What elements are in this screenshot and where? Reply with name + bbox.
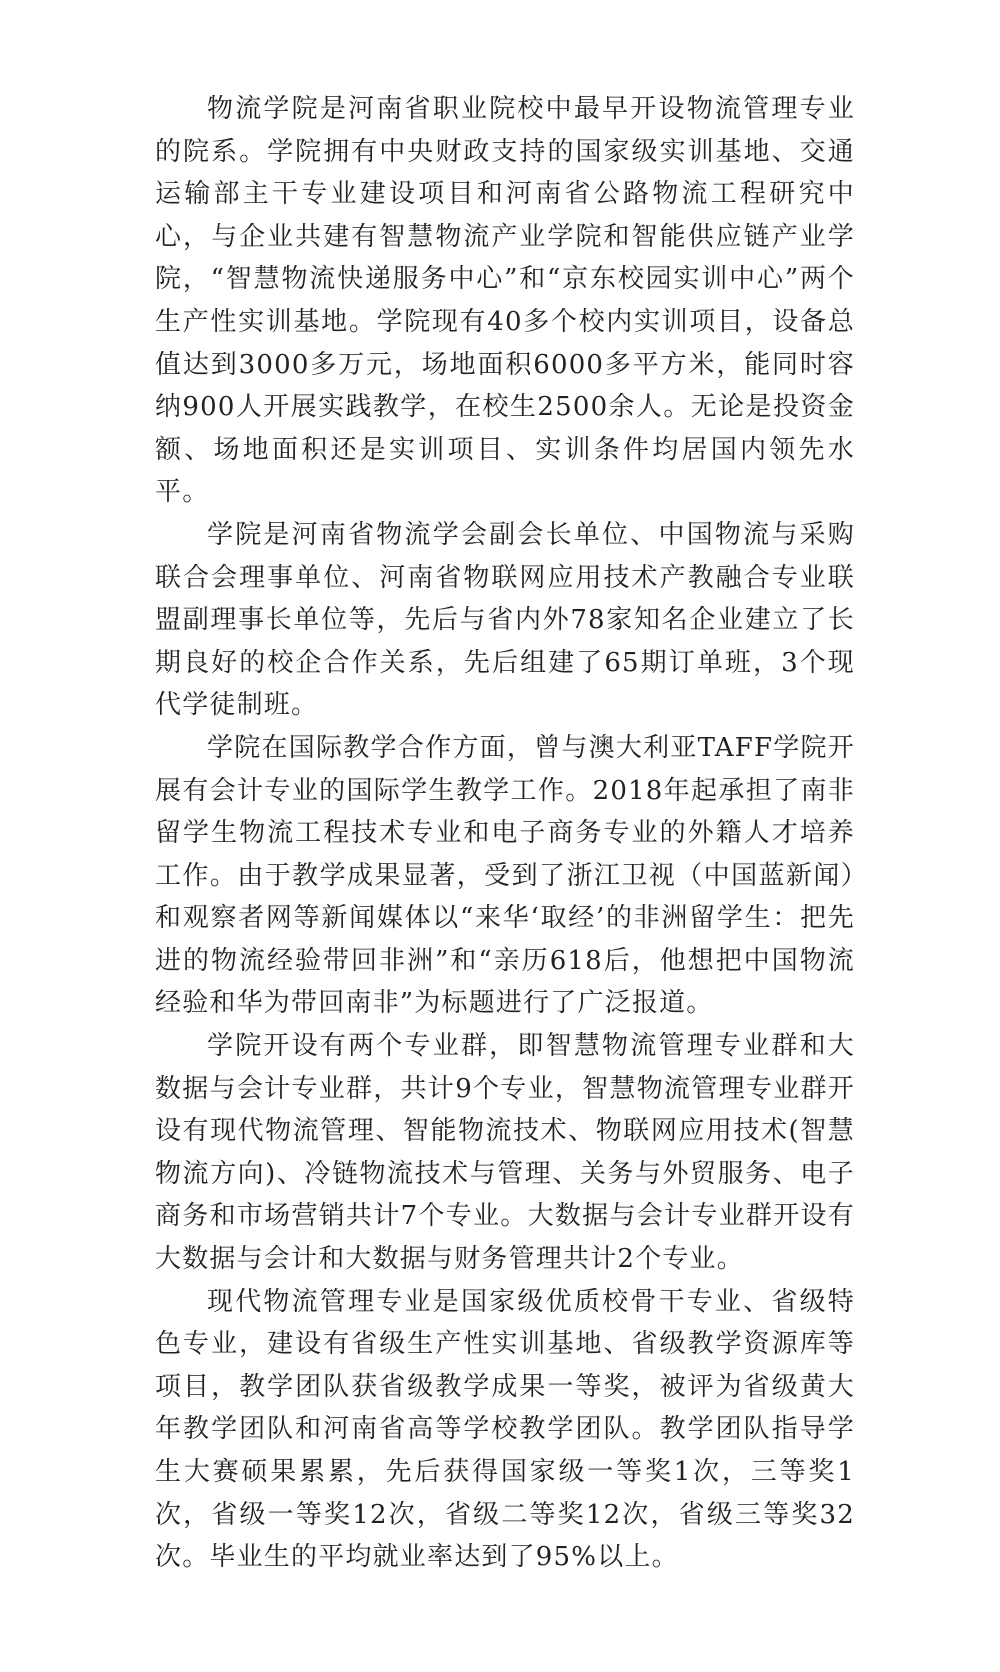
paragraph-partnerships: 学院是河南省物流学会副会长单位、中国物流与采购联合会理事单位、河南省物联网应用技术产教融合专业联盟副理事长单位等，先后与省内外78家知名企业建立了长期良好的校企合作关系，先后组建了65期订单班，3个现代学徒制班。: [155, 519, 855, 721]
paragraph-majors: 学院开设有两个专业群，即智慧物流管理专业群和大数据与会计专业群，共计9个专业，智慧物流管理专业群开设有现代物流管理、智能物流技术、物联网应用技术(智慧物流方向)、冷链物流技术与管理、关务与外贸服务、电子商务和市场营销共计7个专业。大数据与会计专业群开设有大数据与会计和大数据与财务管理共计2个专业。: [155, 1031, 855, 1275]
paragraph-international: 学院在国际教学合作方面，曾与澳大利亚TAFF学院开展有会计专业的国际学生教学工作。2018年起承担了南非留学生物流工程技术专业和电子商务专业的外籍人才培养工作。由于教学成果显著，受到了浙江卫视（中国蓝新闻）和观察者网等新闻媒体以“来华‘取经’的非洲留学生：把先进的物流经验带回非洲”和“亲历618后，他想把中国物流经验和华为带回南非”为标题进行了广泛报道。: [155, 732, 855, 1019]
paragraph-logistics-major: 现代物流管理专业是国家级优质校骨干专业、省级特色专业，建设有省级生产性实训基地、省级教学资源库等项目，教学团队获省级教学成果一等奖，被评为省级黄大年教学团队和河南省高等学校教学团队。教学团队指导学生大赛硕果累累，先后获得国家级一等奖1次，三等奖1次，省级一等奖12次，省级二等奖12次，省级三等奖32次。毕业生的平均就业率达到了95%以上。: [155, 1286, 855, 1573]
document-body: [155, 88, 855, 1579]
paragraph-intro: 物流学院是河南省职业院校中最早开设物流管理专业的院系。学院拥有中央财政支持的国家级实训基地、交通运输部主干专业建设项目和河南省公路物流工程研究中心，与企业共建有智慧物流产业学院和智能供应链产业学院，“智慧物流快递服务中心”和“京东校园实训中心”两个生产性实训基地。学院现有40多个校内实训项目，设备总值达到3000多万元，场地面积6000多平方米，能同时容纳900人开展实践教学，在校生2500余人。无论是投资金额、场地面积还是实训项目、实训条件均居国内领先水平。: [155, 94, 855, 508]
